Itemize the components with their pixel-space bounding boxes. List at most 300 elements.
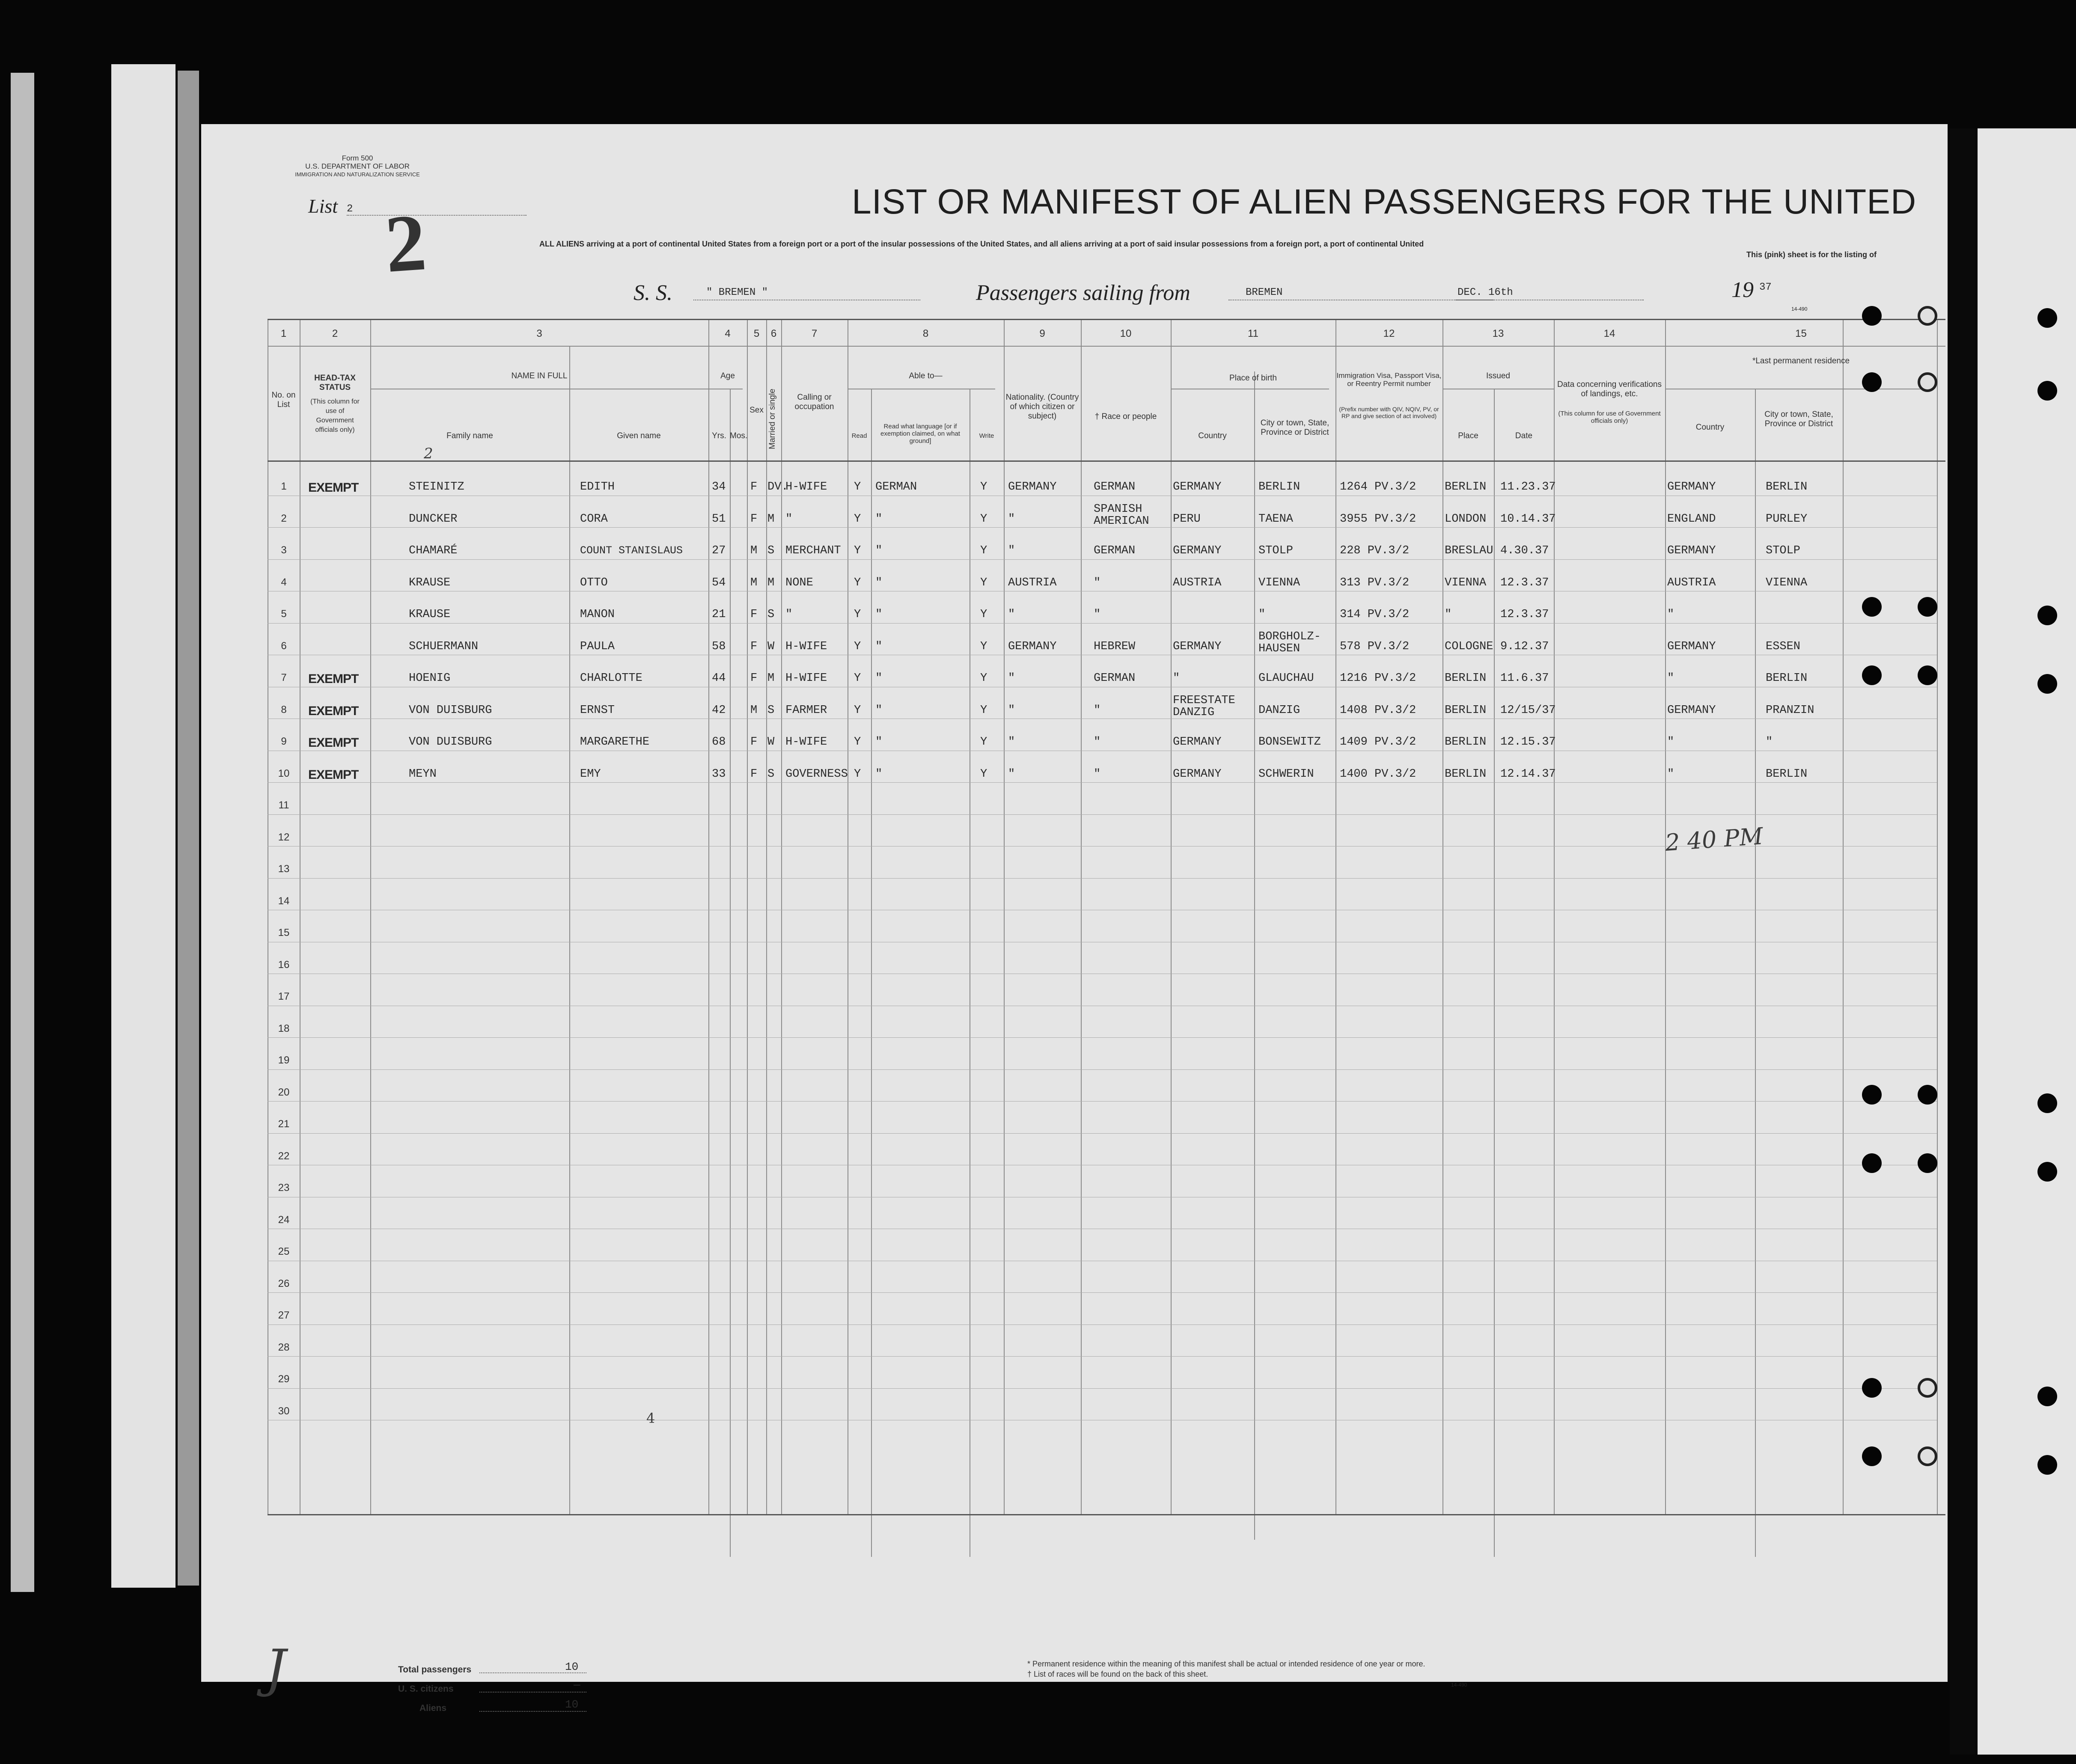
row-line — [268, 1069, 1937, 1070]
cell-res-country: " — [1667, 767, 1674, 781]
cell-given: MANON — [580, 608, 615, 621]
row-number: 9 — [281, 736, 287, 747]
column-number: 2 — [332, 328, 338, 339]
background-strip — [111, 64, 175, 1588]
cell-write: Y — [980, 704, 987, 717]
page-title: LIST OR MANIFEST OF ALIEN PASSENGERS FOR THE UNITED — [852, 182, 1917, 221]
cell-read: Y — [854, 544, 861, 557]
cell-nationality: " — [1008, 704, 1015, 717]
cell-issued-date: 12/15/37 — [1500, 704, 1556, 717]
cell-given: PAULA — [580, 640, 615, 653]
cell-res-city: ESSEN — [1766, 640, 1801, 653]
total-passengers-value: 10 — [565, 1660, 579, 1673]
cell-language: " — [875, 736, 883, 748]
row-number: 11 — [278, 799, 289, 811]
cell-race: GERMAN — [1094, 481, 1136, 493]
cell-visa: 1264 PV.3/2 — [1340, 481, 1416, 493]
cell-language: GERMAN — [875, 481, 917, 493]
punch-hole — [1918, 665, 1937, 685]
cell-yrs: 54 — [712, 576, 726, 589]
cell-family: KRAUSE — [409, 608, 451, 621]
cell-birth-country: GERMANY — [1173, 767, 1222, 781]
cell-family: CHAMARÉ — [409, 544, 458, 557]
intro-line-1: ALL ALIENS arriving at a port of continental United States from a foreign port or a port of the insular possessions of the United States, and all aliens arriving at a port of said insular possessions from a foreign port, a port of continental United — [539, 240, 1424, 248]
row-number: 2 — [281, 512, 287, 524]
header-nationality: Nationality. (Country of which citizen or subject) — [1005, 393, 1079, 421]
cell-occupation: NONE — [785, 576, 813, 589]
cell-res-city: PURLEY — [1766, 512, 1808, 526]
column-number: 12 — [1383, 328, 1395, 339]
cell-issued-place: BERLIN — [1445, 481, 1487, 493]
manifest-sheet — [201, 124, 1948, 1713]
row-number: 17 — [278, 991, 290, 1002]
cell-birth-country: GERMANY — [1173, 640, 1222, 653]
cell-issued-place: BERLIN — [1445, 704, 1487, 717]
cell-birth-country: PERU — [1173, 512, 1201, 526]
cell-sex: M — [750, 704, 758, 717]
page-gap — [1950, 128, 1975, 1755]
cell-birth-city: GLAUCHAU — [1258, 672, 1314, 685]
form-number: Form 500 — [342, 154, 373, 162]
row-number: 6 — [281, 640, 287, 652]
cell-issued-place: COLOGNE — [1445, 640, 1493, 653]
row-number: 26 — [278, 1277, 290, 1289]
cell-family: HOENIG — [409, 672, 451, 685]
header-verifications-note: (This column for use of Government officials only) — [1558, 410, 1661, 425]
punch-hole — [1862, 372, 1882, 392]
header-race: † Race or people — [1095, 412, 1157, 421]
cell-race: " — [1094, 704, 1101, 717]
cell-issued-place: VIENNA — [1445, 576, 1487, 589]
row-line — [268, 782, 1937, 783]
punch-hole — [1918, 1153, 1937, 1173]
cell-sex: F — [750, 481, 758, 493]
column-number: 10 — [1120, 328, 1132, 339]
header-visa: Immigration Visa, Passport Visa, or Reentry Permit number — [1336, 371, 1442, 388]
cell-read: Y — [854, 704, 861, 717]
sailing-port: BREMEN — [1246, 287, 1283, 298]
cell-issued-place: BRESLAU — [1445, 544, 1493, 557]
year-prefix: 19 — [1731, 278, 1754, 302]
cell-issued-date: 4.30.37 — [1500, 544, 1549, 557]
cell-occupation: H-WIFE — [785, 481, 827, 493]
service-name: IMMIGRATION AND NATURALIZATION SERVICE — [295, 171, 420, 178]
cell-res-country: GERMANY — [1667, 640, 1716, 653]
cell-read: Y — [854, 576, 861, 589]
row-number: 13 — [278, 863, 290, 875]
header-issued: Issued — [1486, 371, 1510, 380]
row-number: 3 — [281, 544, 287, 556]
cell-res-city: STOLP — [1766, 544, 1801, 557]
punch-hole — [2037, 1455, 2057, 1475]
cell-visa: 1409 PV.3/2 — [1340, 736, 1416, 748]
header-no-on-list: No. on List — [271, 391, 296, 409]
row-line — [268, 1133, 1937, 1134]
cell-sex: M — [750, 576, 758, 589]
cell-res-country: AUSTRIA — [1667, 576, 1716, 589]
cell-res-country: ENGLAND — [1667, 512, 1716, 526]
list-dotline — [347, 215, 526, 216]
header-birth-country: Country — [1198, 431, 1227, 440]
punch-hole — [2037, 674, 2057, 694]
cell-res-country: " — [1667, 672, 1674, 685]
row-number: 14 — [278, 895, 290, 907]
column-number: 6 — [770, 328, 777, 339]
cell-res-city: " — [1766, 736, 1773, 748]
punch-hole — [1862, 1153, 1882, 1173]
cell-language: " — [875, 640, 883, 653]
column-number: 8 — [922, 328, 929, 339]
cell-nationality: " — [1008, 736, 1015, 748]
header-residence-country: Country — [1695, 423, 1725, 432]
cell-issued-date: 12.3.37 — [1500, 576, 1549, 589]
column-number: 9 — [1039, 328, 1045, 339]
cell-race: GERMAN — [1094, 672, 1136, 685]
cell-issued-place: LONDON — [1445, 512, 1487, 526]
cell-write: Y — [980, 767, 987, 781]
cell-family: VON DUISBURG — [409, 736, 492, 748]
cell-write: Y — [980, 640, 987, 653]
list-label: List — [308, 195, 338, 217]
aliens-dotline — [479, 1711, 586, 1712]
cell-birth-country: AUSTRIA — [1173, 576, 1222, 589]
cell-yrs: 44 — [712, 672, 726, 685]
cell-race: " — [1094, 576, 1101, 589]
row-number: 7 — [281, 672, 287, 683]
cell-family: KRAUSE — [409, 576, 451, 589]
total-dotline — [479, 1672, 586, 1673]
cell-head-tax: EXEMPT — [308, 481, 359, 495]
cell-issued-date: 12.14.37 — [1500, 767, 1556, 781]
cell-sex: F — [750, 736, 758, 748]
cell-write: Y — [980, 672, 987, 685]
cell-res-country: GERMANY — [1667, 704, 1716, 717]
header-issued-date: Date — [1515, 431, 1533, 440]
cell-occupation: H-WIFE — [785, 640, 827, 653]
row-number: 16 — [278, 959, 290, 971]
header-head-tax: HEAD-TAX STATUS — [314, 374, 356, 392]
year-suffix: 37 — [1759, 282, 1772, 293]
cell-birth-city: SCHWERIN — [1258, 767, 1314, 781]
ship-label: S. S. — [634, 281, 672, 305]
next-page-edge — [1978, 128, 2076, 1755]
cell-read: Y — [854, 672, 861, 685]
cell-write: Y — [980, 576, 987, 589]
ship-name: " BREMEN " — [706, 287, 768, 298]
cell-marital: M — [767, 672, 775, 685]
cell-given: EDITH — [580, 481, 615, 493]
header-read-language: Read what language [or if exemption claimed, on what ground] — [880, 423, 960, 445]
cell-given: OTTO — [580, 576, 608, 589]
header-yrs: Yrs. — [712, 431, 726, 440]
cell-nationality: " — [1008, 608, 1015, 621]
background-strip — [11, 73, 34, 1592]
cell-nationality: " — [1008, 512, 1015, 526]
row-line — [268, 1388, 1937, 1389]
cell-occupation: FARMER — [785, 704, 827, 717]
column-number: 11 — [1248, 328, 1258, 339]
row-number: 27 — [278, 1310, 290, 1321]
cell-issued-place: BERLIN — [1445, 736, 1487, 748]
cell-visa: 578 PV.3/2 — [1340, 640, 1410, 653]
cell-yrs: 42 — [712, 704, 726, 717]
cell-birth-country: GERMANY — [1173, 544, 1222, 557]
sailing-date: DEC. 16th — [1457, 287, 1513, 298]
cell-language: " — [875, 512, 883, 526]
punch-hole — [1862, 1446, 1882, 1466]
row-line — [268, 559, 1937, 560]
row-number: 20 — [278, 1086, 290, 1098]
cell-birth-city: TAENA — [1258, 512, 1294, 526]
header-birth-city: City or town, State, Province or District — [1260, 419, 1329, 437]
cell-given: COUNT STANISLAUS — [580, 544, 683, 557]
column-number: 4 — [725, 328, 731, 339]
cell-yrs: 34 — [712, 481, 726, 493]
row-number: 8 — [281, 704, 287, 716]
cell-sex: F — [750, 608, 758, 621]
aliens-value: 10 — [565, 1698, 579, 1711]
row-line — [268, 1037, 1937, 1038]
sailing-label: Passengers sailing from — [976, 281, 1190, 305]
cell-res-city: BERLIN — [1766, 672, 1808, 685]
punch-hole — [1918, 1446, 1937, 1466]
cell-language: " — [875, 672, 883, 685]
total-passengers-label: Total passengers — [398, 1665, 472, 1675]
cell-birth-city: BONSEWITZ — [1258, 736, 1321, 748]
cell-res-country: " — [1667, 608, 1674, 621]
cell-birth-city: BERLIN — [1258, 481, 1300, 493]
punch-hole — [1918, 1378, 1937, 1398]
header-calling: Calling or occupation — [794, 393, 834, 411]
row-line — [268, 1324, 1937, 1325]
cell-res-country: GERMANY — [1667, 481, 1716, 493]
cell-race: HEBREW — [1094, 640, 1136, 653]
punch-hole — [1918, 372, 1937, 392]
cell-family: SCHUERMANN — [409, 640, 479, 653]
punch-hole — [2037, 381, 2057, 401]
form-code: 14-490 — [1791, 306, 1808, 312]
cell-res-city: PRANZIN — [1766, 704, 1814, 717]
punch-hole — [1862, 1378, 1882, 1398]
cell-res-city: BERLIN — [1766, 767, 1808, 781]
row-number: 1 — [281, 481, 287, 492]
header-write: Write — [979, 432, 994, 440]
header-family-name: Family name — [446, 431, 493, 440]
cell-issued-place: BERLIN — [1445, 767, 1487, 781]
cell-visa: 3955 PV.3/2 — [1340, 512, 1416, 526]
cell-yrs: 58 — [712, 640, 726, 653]
cell-write: Y — [980, 736, 987, 748]
footnote-races: † List of races will be found on the back of this sheet. — [1027, 1670, 1208, 1678]
cell-occupation: GOVERNESS — [785, 767, 848, 781]
cell-sex: M — [750, 544, 758, 557]
cell-marital: M — [767, 512, 775, 526]
cell-visa: 1216 PV.3/2 — [1340, 672, 1416, 685]
cell-visa: 1408 PV.3/2 — [1340, 704, 1416, 717]
cell-language: " — [875, 608, 883, 621]
header-verifications: Data concerning verifications of landings, etc. — [1557, 380, 1662, 398]
intro-line-2: This (pink) sheet is for the listing of — [1746, 250, 1877, 259]
row-line — [268, 814, 1937, 815]
row-number: 22 — [278, 1150, 290, 1162]
column-number: 1 — [280, 328, 287, 339]
punch-hole — [1918, 1085, 1937, 1105]
row-line — [268, 1101, 1937, 1102]
cell-occupation: " — [785, 512, 793, 526]
punch-hole — [1918, 597, 1937, 617]
cell-yrs: 21 — [712, 608, 726, 621]
row-line — [268, 878, 1937, 879]
punch-hole — [1862, 306, 1882, 326]
cell-occupation: H-WIFE — [785, 736, 827, 748]
cell-res-country: GERMANY — [1667, 544, 1716, 557]
cell-occupation: " — [785, 608, 793, 621]
row-line — [268, 1292, 1937, 1293]
cell-issued-place: " — [1445, 608, 1452, 621]
cell-yrs: 33 — [712, 767, 726, 781]
header-sex: Sex — [750, 406, 764, 415]
cell-read: Y — [854, 512, 861, 526]
cell-write: Y — [980, 481, 987, 493]
cell-res-country: " — [1667, 736, 1674, 748]
background-strip — [178, 71, 199, 1586]
cell-issued-date: 11.23.37 — [1500, 481, 1556, 493]
column-number: 14 — [1603, 328, 1615, 339]
cell-write: Y — [980, 512, 987, 526]
cell-given: CHARLOTTE — [580, 672, 642, 685]
cell-head-tax: EXEMPT — [308, 704, 359, 718]
cell-sex: F — [750, 672, 758, 685]
cell-family: DUNCKER — [409, 512, 458, 526]
row-number: 25 — [278, 1246, 290, 1257]
column-number: 15 — [1795, 328, 1807, 339]
cell-head-tax: EXEMPT — [308, 672, 359, 686]
header-name-in-full: NAME IN FULL — [511, 371, 568, 380]
cell-marital: M — [767, 576, 775, 589]
column-number: 13 — [1492, 328, 1504, 339]
cell-yrs: 27 — [712, 544, 726, 557]
cell-read: Y — [854, 640, 861, 653]
cell-birth-city: VIENNA — [1258, 576, 1300, 589]
header-head-tax-note: (This column for use of Government officials only) — [310, 398, 360, 434]
cell-head-tax: EXEMPT — [308, 767, 359, 782]
cell-nationality: AUSTRIA — [1008, 576, 1057, 589]
cell-read: Y — [854, 736, 861, 748]
row-number: 24 — [278, 1214, 290, 1226]
cell-marital: S — [767, 704, 775, 717]
cell-family: STEINITZ — [409, 481, 464, 493]
header-able-to: Able to— — [909, 371, 943, 380]
cell-read: Y — [854, 481, 861, 493]
cell-issued-place: BERLIN — [1445, 672, 1487, 685]
header-last-residence: *Last permanent residence — [1752, 356, 1850, 365]
punch-hole — [2037, 1162, 2057, 1182]
row-number: 29 — [278, 1373, 290, 1385]
cell-yrs: 68 — [712, 736, 726, 748]
cell-marital: S — [767, 608, 775, 621]
cell-sex: F — [750, 512, 758, 526]
cell-marital: DV. — [767, 481, 788, 493]
row-line — [268, 623, 1937, 624]
punch-hole — [2037, 1093, 2057, 1113]
cell-occupation: H-WIFE — [785, 672, 827, 685]
cell-marital: S — [767, 767, 775, 781]
citizens-dotline — [479, 1692, 586, 1693]
row-number: 4 — [281, 576, 287, 588]
form-identifier — [289, 154, 426, 178]
header-age: Age — [720, 371, 735, 380]
list-number-small: 2 — [347, 203, 353, 215]
header-mos: Mos. — [730, 431, 748, 440]
column-number: 7 — [811, 328, 818, 339]
cell-family: MEYN — [409, 767, 437, 781]
cell-issued-date: 12.15.37 — [1500, 736, 1556, 748]
punch-hole — [2037, 1387, 2057, 1406]
header-place-of-birth: Place of birth — [1229, 374, 1277, 383]
row-number: 10 — [278, 767, 290, 779]
cell-sex: F — [750, 767, 758, 781]
punch-hole — [1862, 597, 1882, 617]
column-number: 3 — [536, 328, 542, 339]
row-number: 21 — [278, 1118, 290, 1130]
cell-given: CORA — [580, 512, 608, 526]
cell-race: SPANISH AMERICAN — [1094, 502, 1149, 528]
column-number: 5 — [753, 328, 760, 339]
cell-birth-country: FREESTATE DANZIG — [1173, 694, 1235, 719]
manifest-table — [268, 319, 1945, 1578]
row-number: 30 — [278, 1405, 290, 1417]
cell-birth-city: STOLP — [1258, 544, 1294, 557]
cell-issued-date: 12.3.37 — [1500, 608, 1549, 621]
cell-given: EMY — [580, 767, 601, 781]
punch-hole — [1862, 665, 1882, 685]
cell-issued-date: 9.12.37 — [1500, 640, 1549, 653]
cell-given: MARGARETHE — [580, 736, 650, 748]
cell-sex: F — [750, 640, 758, 653]
cell-marital: W — [767, 736, 775, 748]
cell-birth-country: " — [1173, 672, 1180, 685]
cell-visa: 1400 PV.3/2 — [1340, 767, 1416, 781]
row-number: 18 — [278, 1022, 290, 1034]
cell-write: Y — [980, 544, 987, 557]
header-visa-note: (Prefix number with QIV, NQIV, PV, or RP and give section of act involved) — [1339, 406, 1439, 419]
cell-family: VON DUISBURG — [409, 704, 492, 717]
cell-nationality: GERMANY — [1008, 640, 1057, 653]
cell-race: " — [1094, 608, 1101, 621]
cell-given: ERNST — [580, 704, 615, 717]
footnote-residence: * Permanent residence within the meaning of this manifest shall be actual or intended residence of one year or more. — [1027, 1660, 1425, 1668]
header-residence-city: City or town, State, Province or District — [1764, 410, 1833, 428]
cell-head-tax: EXEMPT — [308, 736, 359, 750]
time-annotation: 2 40 PM — [1664, 823, 1764, 856]
row-number: 19 — [278, 1054, 290, 1066]
cell-read: Y — [854, 608, 861, 621]
punch-hole — [1862, 1085, 1882, 1105]
row-number: 28 — [278, 1341, 290, 1353]
cell-nationality: " — [1008, 672, 1015, 685]
row-number: 15 — [278, 927, 290, 938]
footnote-code: 14-490 — [1451, 1682, 1467, 1688]
cell-birth-country: GERMANY — [1173, 481, 1222, 493]
cell-race: " — [1094, 736, 1101, 748]
department-name: U.S. DEPARTMENT OF LABOR — [305, 162, 410, 170]
cell-marital: W — [767, 640, 775, 653]
cell-res-city: VIENNA — [1766, 576, 1808, 589]
cell-language: " — [875, 767, 883, 781]
cell-marital: S — [767, 544, 775, 557]
header-married: Married or single — [768, 389, 777, 449]
left-mark: J — [265, 1639, 286, 1699]
